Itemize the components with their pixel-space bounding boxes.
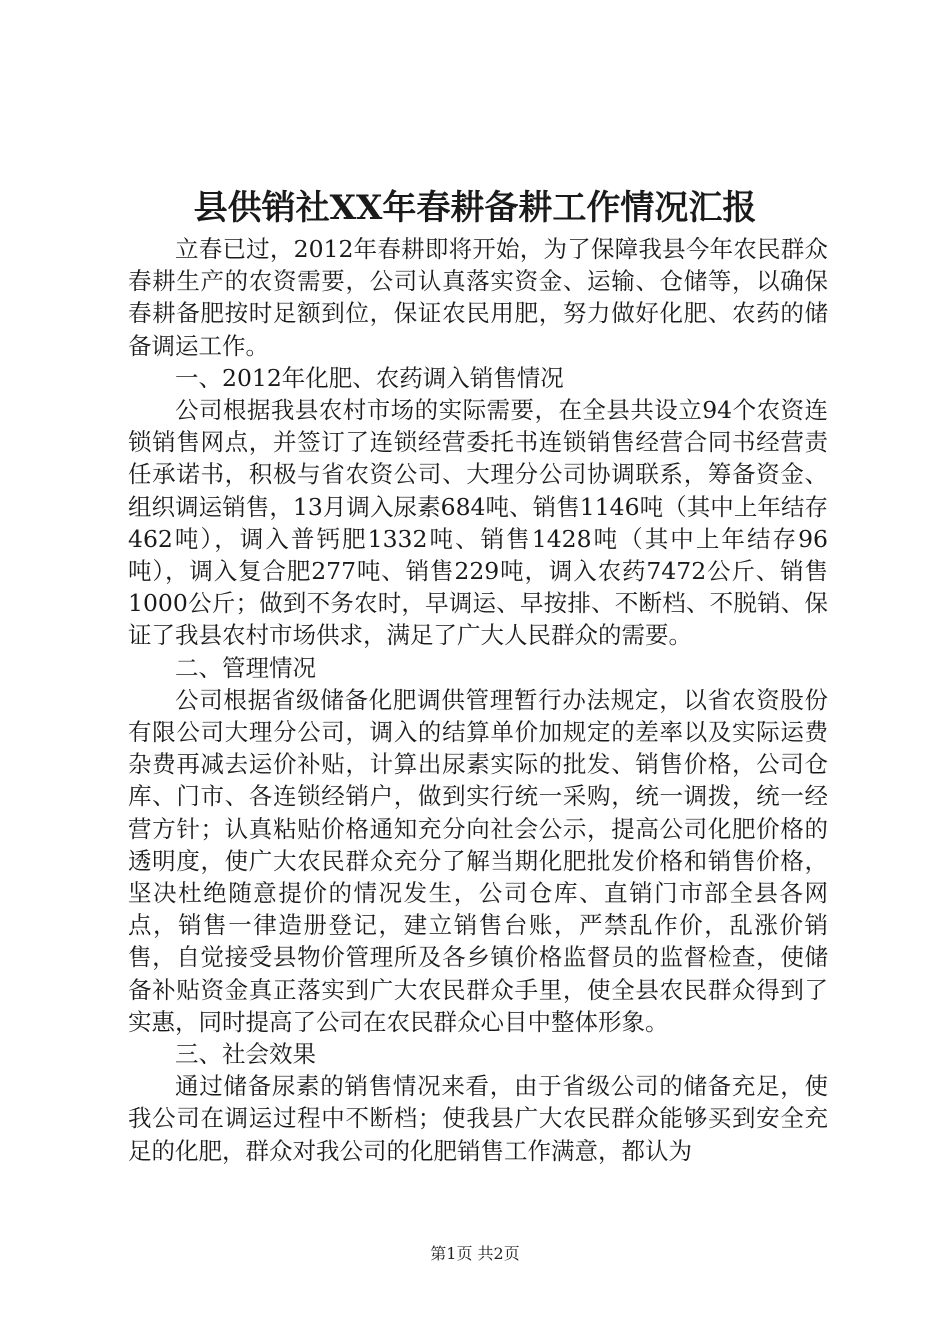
- section-heading-2: 二、管理情况: [175, 653, 316, 682]
- section-heading-1: 一、2012年化肥、农药调入销售情况: [175, 363, 564, 392]
- section-heading-3: 三、社会效果: [175, 1040, 316, 1069]
- paragraph-section-1: 公司根据我县农村市场的实际需要，在全县共设立94个农资连锁销售网点，并签订了连锁经营委托书连锁销售经营合同书经营责任承诺书，积极与省农资公司、大理分公司协调联系，筹备资金、组织调运销售，13月调入尿素684吨、销售1146吨（其中上年结存462吨），调入普钙肥1332吨、销售1428吨（其中上年结存96吨），调入复合肥277吨、销售229吨，调入农药7472公斤、销售1000公斤；做到不务农时，早调运、早按排、不断档、不脱销、保证了我县农村市场供求，满足了广大人民群众的需要。: [128, 396, 828, 650]
- paragraph-section-2: 公司根据省级储备化肥调供管理暂行办法规定，以省农资股份有限公司大理分公司，调入的结算单价加规定的差率以及实际运费杂费再减去运价补贴，计算出尿素实际的批发、销售价格，公司仓库、门市、各连锁经销户，做到实行统一采购，统一调拨，统一经营方针；认真粘贴价格通知充分向社会公示，提高公司化肥价格的透明度，使广大农民群众充分了解当期化肥批发价格和销售价格，坚决杜绝随意提价的情况发生，公司仓库、直销门市部全县各网点，销售一律造册登记，建立销售台账，严禁乱作价，乱涨价销售，自觉接受县物价管理所及各乡镇价格监督员的监督检查，使储备补贴资金真正落实到广大农民群众手里，使全县农民群众得到了实惠，同时提高了公司在农民群众心目中整体形象。: [128, 685, 828, 1036]
- paragraph-section-3: 通过储备尿素的销售情况来看，由于省级公司的储备充足，使我公司在调运过程中不断档；使我县广大农民群众能够买到安全充足的化肥，群众对我公司的化肥销售工作满意，都认为: [128, 1072, 828, 1165]
- document-body: [128, 233, 828, 1167]
- document-title: 县供销社XX年春耕备耕工作情况汇报: [193, 188, 757, 228]
- paragraph-intro: 立春已过，2012年春耕即将开始，为了保障我县今年农民群众春耕生产的农资需要，公司认真落实资金、运输、仓储等，以确保春耕备肥按时足额到位，保证农民用肥，努力做好化肥、农药的储备调运工作。: [128, 235, 828, 360]
- page-footer: 第1页 共2页: [430, 1244, 520, 1263]
